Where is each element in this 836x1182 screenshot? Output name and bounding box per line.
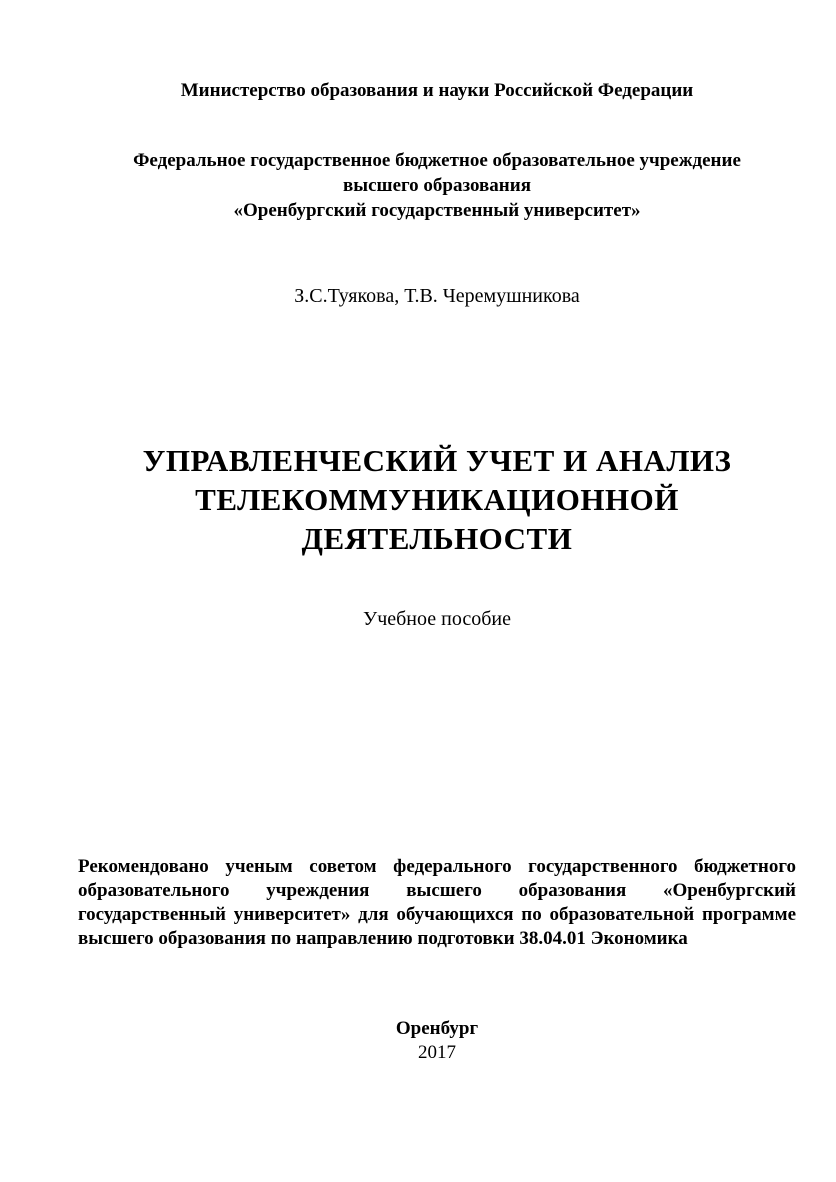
book-title-line-2: ТЕЛЕКОММУНИКАЦИОННОЙ — [195, 482, 679, 517]
publication-year: 2017 — [418, 1042, 456, 1063]
recommendation-line-1: Рекомендовано ученым советом федерального государственного бюджетного — [78, 856, 796, 877]
recommendation-line-3: государственный университет» для обучающихся по образовательной программе — [78, 904, 796, 925]
institution-line-2: высшего образования — [343, 175, 531, 196]
recommendation-line-4: высшего образования по направлению подготовки 38.04.01 Экономика — [78, 928, 688, 949]
book-title-line-1: УПРАВЛЕНЧЕСКИЙ УЧЕТ И АНАЛИЗ — [142, 443, 732, 478]
recommendation-line-2: образовательного учреждения высшего образования «Оренбургский — [78, 880, 796, 901]
publication-city: Оренбург — [395, 1018, 479, 1039]
recommendation-paragraph — [78, 855, 796, 951]
institution-block — [78, 148, 796, 223]
ministry-line: Министерство образования и науки Российской Федерации — [180, 80, 694, 101]
institution-line-3: «Оренбургский государственный университет» — [233, 200, 641, 221]
institution-line-1: Федеральное государственное бюджетное образовательное учреждение — [133, 150, 741, 171]
book-title — [78, 441, 796, 558]
authors-line: З.С.Туякова, Т.В. Черемушникова — [294, 285, 580, 307]
edition-type-label: Учебное пособие — [363, 608, 511, 630]
book-title-line-3: ДЕЯТЕЛЬНОСТИ — [301, 521, 573, 556]
